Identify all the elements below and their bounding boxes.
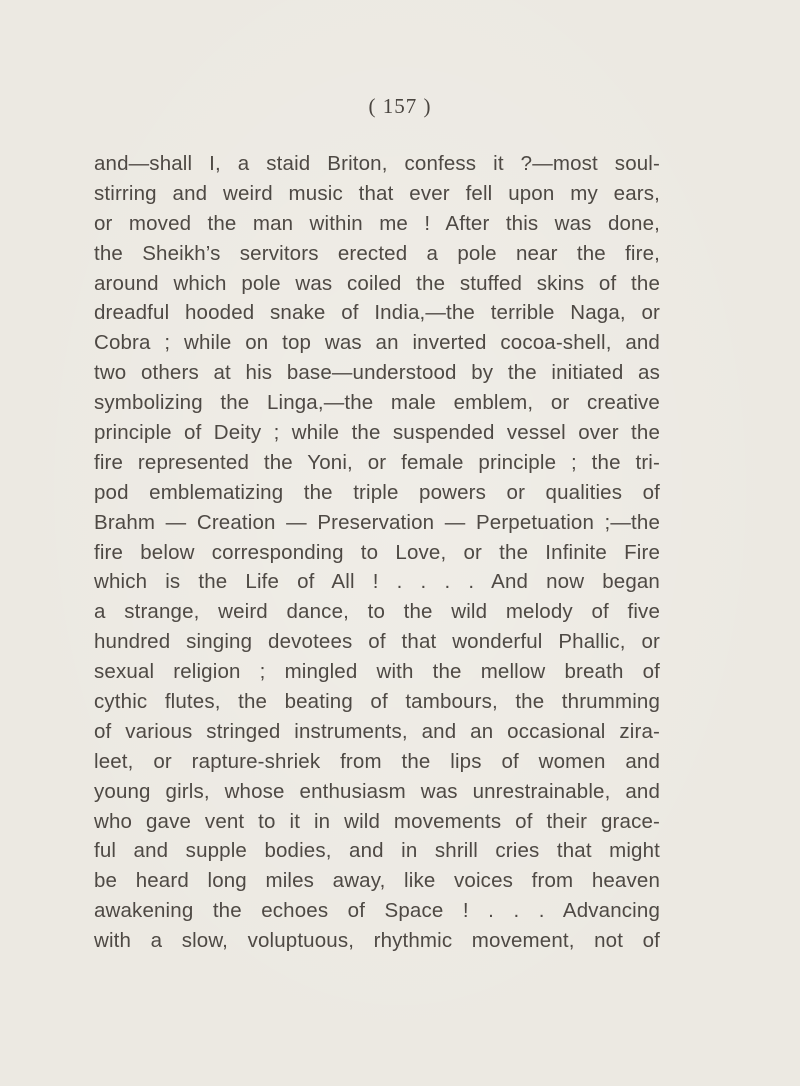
text-line: hundred singing devotees of that wonderful Phallic, or [94,630,660,654]
text-line: with a slow, voluptuous, rhythmic movement, not of [94,929,660,953]
text-line: dreadful hooded snake of India,—the terrible Naga, or [94,301,660,325]
text-line: sexual religion ; mingled with the mellow breath of [94,660,660,684]
text-line: pod emblematizing the triple powers or qualities of [94,480,660,504]
text-line: fire below corresponding to Love, or the Infinite Fire [94,540,660,564]
text-line: leet, or rapture-shriek from the lips of women and [94,749,660,773]
text-line: fire represented the Yoni, or female principle ; the tri- [94,450,660,474]
text-line: who gave vent to it in wild movements of their grace- [94,809,660,833]
page-number: ( 157 ) [368,94,432,118]
body-text [94,149,660,956]
text-line: which is the Life of All ! . . . . And now began [94,570,660,594]
text-line: and—shall I, a staid Briton, confess it ?—most soul- [94,152,660,175]
text-line: stirring and weird music that ever fell upon my ears, [94,181,660,205]
text-line: awakening the echoes of Space ! . . . Advancing [94,899,660,923]
text-line: a strange, weird dance, to the wild melody of five [94,600,660,624]
text-line: ful and supple bodies, and in shrill cries that might [94,839,660,863]
text-line: be heard long miles away, like voices from heaven [94,869,660,893]
text-line: of various stringed instruments, and an occasional zira- [94,719,660,743]
text-line: the Sheikh’s servitors erected a pole near the fire, [94,241,660,265]
text-line: Brahm — Creation — Preservation — Perpetuation ;—the [94,510,660,534]
text-line: young girls, whose enthusiasm was unrestrainable, and [94,779,660,803]
text-line: or moved the man within me ! After this was done, [94,211,660,235]
text-line: Cobra ; while on top was an inverted cocoa-shell, and [94,331,660,355]
text-line: principle of Deity ; while the suspended vessel over the [94,421,660,445]
text-line: cythic flutes, the beating of tambours, the thrumming [94,690,660,714]
text-line: symbolizing the Linga,—the male emblem, or creative [94,391,660,415]
text-line: two others at his base—understood by the initiated as [94,361,660,385]
text-line: around which pole was coiled the stuffed skins of the [94,271,660,295]
